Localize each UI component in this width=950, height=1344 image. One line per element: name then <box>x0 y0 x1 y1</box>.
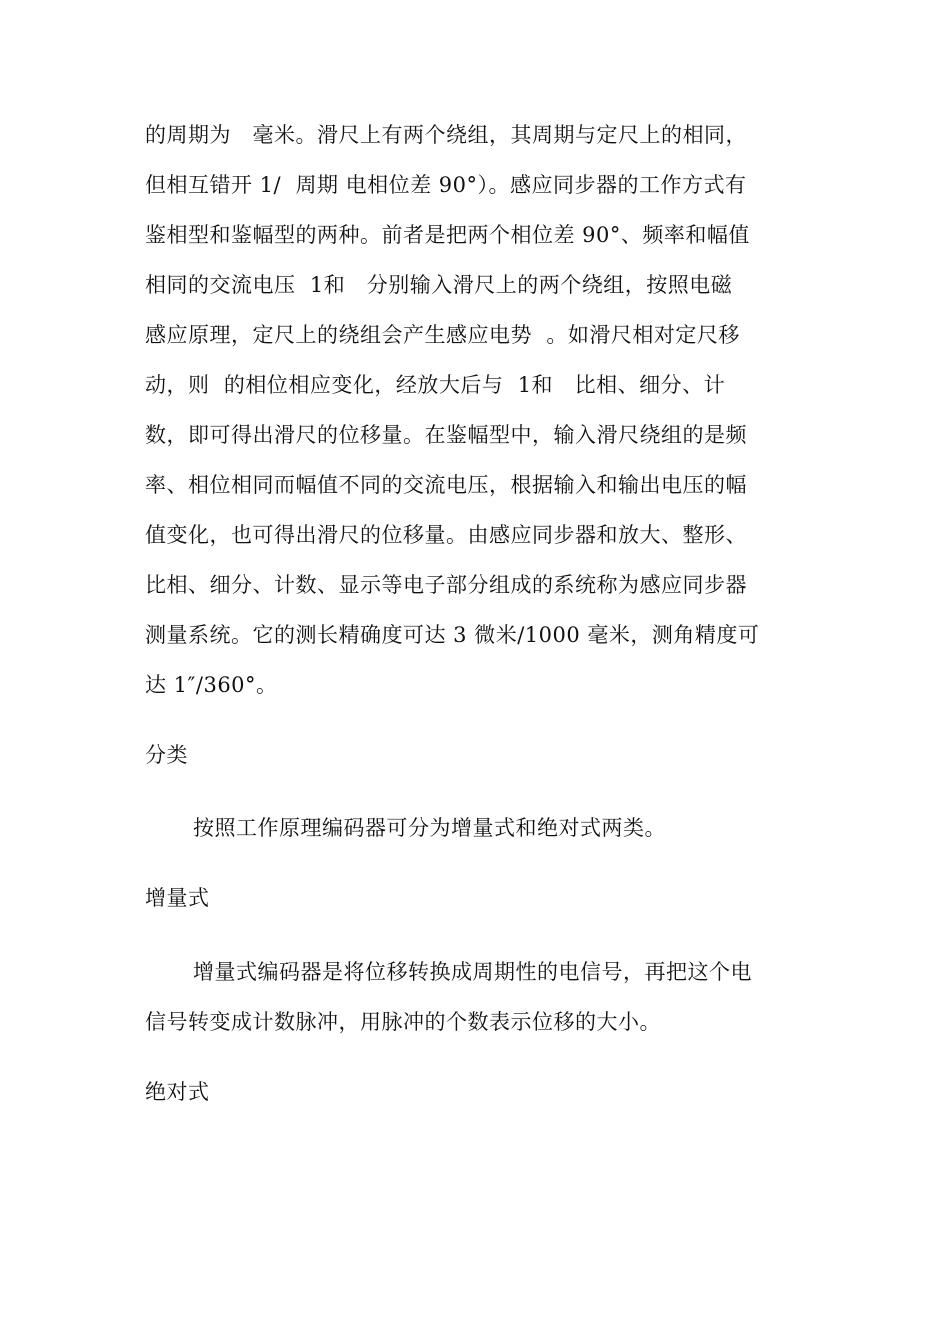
text-line: 的周期为 毫米。滑尺上有两个绕组，其周期与定尺上的相同， <box>145 123 748 147</box>
heading-incremental: 增量式 <box>145 886 210 910</box>
text-line: 但相互错开 1/ 周期 电相位差 90°）。感应同步器的工作方式有 <box>145 173 747 197</box>
text-line: 比相、细分、计数、显示等电子部分组成的系统称为感应同步器 <box>145 573 747 597</box>
text-line: 鉴相型和鉴幅型的两种。前者是把两个相位差 90°、频率和幅值 <box>145 223 750 247</box>
text-line: 测量系统。它的测长精确度可达 3 微米/1000 毫米，测角精度可 <box>145 623 760 647</box>
paragraph-classification: 按照工作原理编码器可分为增量式和绝对式两类。 <box>193 816 666 840</box>
text-line: 值变化，也可得出滑尺的位移量。由感应同步器和放大、整形、 <box>145 523 747 547</box>
text-line: 达 1″/360°。 <box>145 673 278 697</box>
heading-classification: 分类 <box>145 743 188 767</box>
text-line: 数，即可得出滑尺的位移量。在鉴幅型中，输入滑尺绕组的是频 <box>145 423 747 447</box>
heading-absolute: 绝对式 <box>145 1080 210 1104</box>
text-line: 感应原理，定尺上的绕组会产生感应电势 。如滑尺相对定尺移 <box>145 323 740 347</box>
text-line: 率、相位相同而幅值不同的交流电压，根据输入和输出电压的幅 <box>145 473 747 497</box>
text-line: 增量式编码器是将位移转换成周期性的电信号，再把这个电 <box>193 960 752 984</box>
text-line: 相同的交流电压 1和 分别输入滑尺上的两个绕组，按照电磁 <box>145 273 733 297</box>
text-line: 信号转变成计数脉冲，用脉冲的个数表示位移的大小。 <box>145 1010 661 1034</box>
text-line: 动，则 的相位相应变化，经放大后与 1和 比相、细分、计 <box>145 373 726 397</box>
